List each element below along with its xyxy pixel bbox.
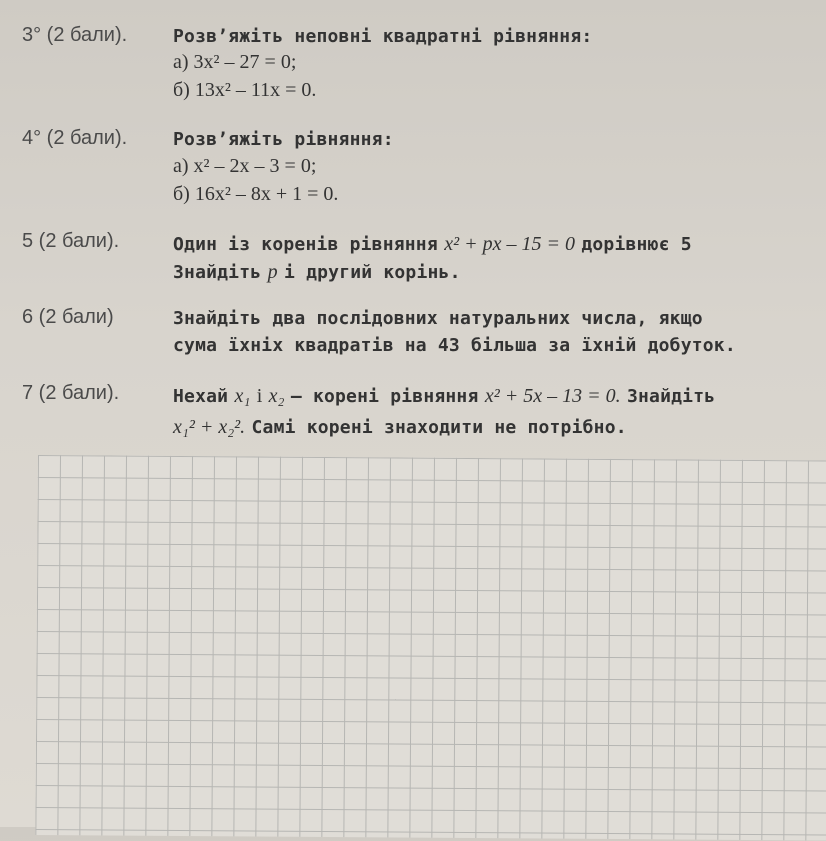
task-7-line-2 — [173, 414, 627, 439]
task-7-text-a: Нехай — [173, 386, 229, 407]
task-4-item-a: а) x² – 2x – 3 = 0; — [173, 155, 317, 177]
task-6-line-2: сума їхніх квадратів на 43 більша за їхній добуток. — [173, 335, 736, 356]
task-5-text-c: Знайдіть — [173, 262, 262, 283]
task-5-line-1 — [173, 231, 692, 256]
task-7-equation: x² + 5x – 13 = 0. — [484, 385, 621, 407]
task-3-title: Розв’яжіть неповні квадратні рівняння: — [173, 26, 593, 47]
task-4-label: 4° (2 бали). — [22, 127, 128, 149]
task-5-line-2 — [173, 259, 461, 284]
task-5-text-b: дорівнює 5 — [581, 234, 692, 255]
task-7-text-c: Знайдіть — [626, 386, 716, 407]
task-7-text-b: — корені рівняння — [290, 386, 479, 407]
task-3-item-b: б) 13x² – 11x = 0. — [173, 79, 317, 101]
task-7-line-1 — [173, 383, 715, 408]
task-5-label: 5 (2 бали). — [22, 230, 120, 252]
task-6-label: 6 (2 бали) — [22, 306, 114, 328]
task-7-text-i: і — [256, 385, 263, 407]
task-7-text-d: Самі корені знаходити не потрібно. — [251, 417, 627, 438]
task-7-label: 7 (2 бали). — [22, 382, 120, 404]
task-4-title: Розв’яжіть рівняння: — [173, 129, 394, 150]
task-7-x2: x₂ — [268, 385, 285, 407]
task-7-x1: x₁ — [234, 385, 251, 407]
task-3-item-a: а) 3x² – 27 = 0; — [173, 51, 297, 73]
task-6-line-1: Знайдіть два послідовних натуральних числа, якщо — [173, 308, 703, 329]
grid-answer-area — [35, 455, 826, 841]
task-5-text-a: Один із коренів рівняння — [173, 234, 438, 255]
task-4-item-b: б) 16x² – 8x + 1 = 0. — [173, 183, 339, 205]
task-5-p: p — [267, 261, 278, 283]
task-5-equation: x² + px – 15 = 0 — [444, 233, 575, 255]
task-3-label: 3° (2 бали). — [22, 24, 128, 46]
task-5-text-d: і другий корінь. — [284, 262, 461, 283]
task-7-expression: x₁² + x₂². — [173, 416, 246, 438]
